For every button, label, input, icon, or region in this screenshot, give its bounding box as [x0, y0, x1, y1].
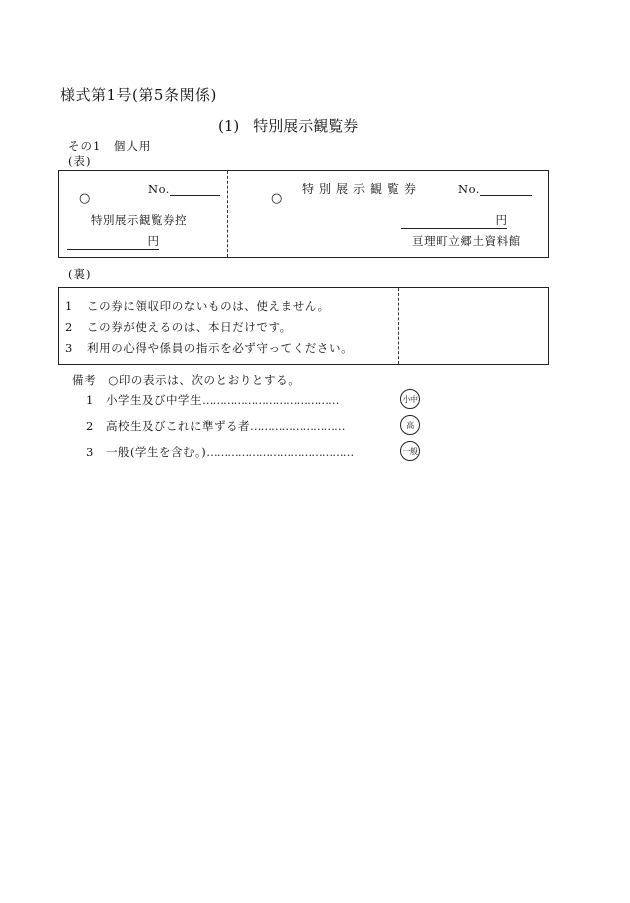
ticket-back	[58, 287, 549, 365]
back-rule-2	[65, 319, 292, 335]
dot-leader: ……………………………………	[206, 445, 354, 459]
remarks-heading: 備考	[72, 373, 97, 387]
ticket-yen-label: 円	[495, 213, 507, 227]
dot-leader: …………………………………	[202, 393, 339, 407]
ticket-title-text: 特別展示観覧券	[253, 117, 359, 135]
stub-yen-label: 円	[147, 234, 159, 248]
back-rule-text: この券が使えるのは、本日だけです。	[87, 320, 292, 334]
issuer-name: 亘理町立郷土資料館	[412, 234, 521, 248]
remarks-item-1	[86, 392, 339, 408]
ticket-number-label: No.	[458, 182, 480, 196]
remarks-item-label: 一般(学生を含む。)	[106, 445, 207, 459]
ticket-amount-blank	[401, 212, 507, 229]
ticket-circle-mark: ○	[271, 191, 283, 206]
stub-amount-field	[67, 233, 159, 250]
subsection-label: その1 個人用	[68, 139, 152, 153]
ticket-title-number: (1)	[218, 117, 240, 135]
ticket-number-field	[458, 182, 532, 196]
back-rule-number: 3	[65, 341, 73, 355]
stamp-elementary-junior-high: 小中	[400, 389, 420, 409]
ticket-front	[58, 170, 549, 258]
ticket-title	[218, 115, 358, 136]
stub-number-blank	[170, 183, 220, 196]
ticket-main-title: 特別展示観覧券	[302, 182, 422, 196]
form-title: 様式第1号(第5条関係)	[60, 86, 217, 104]
back-rule-number: 2	[65, 320, 73, 334]
back-perforation-line	[398, 288, 399, 364]
perforation-line	[227, 171, 228, 257]
front-side-label: (表)	[68, 154, 92, 168]
back-rule-text: この券に領収印のないものは、使えません。	[87, 299, 330, 313]
remarks-item-number: 3	[86, 445, 94, 459]
dot-leader: ………………………	[250, 419, 345, 433]
back-side-label: (裏)	[68, 267, 92, 281]
stamp-general: 一般	[400, 441, 420, 461]
back-rule-3	[65, 340, 353, 356]
remarks-text: ○印の表示は、次のとおりとする。	[108, 373, 301, 387]
remarks-item-label: 高校生及びこれに準ずる者	[106, 419, 250, 433]
ticket-number-blank	[480, 183, 532, 196]
remarks-item-number: 2	[86, 419, 94, 433]
stub-number-label: No.	[148, 182, 170, 196]
stub-amount-blank	[67, 233, 159, 250]
ticket-amount-field	[401, 212, 507, 229]
stub-circle-mark: ○	[79, 191, 91, 206]
back-rule-1	[65, 298, 330, 314]
stub-number-field	[148, 182, 220, 196]
remarks	[72, 372, 300, 388]
stub-title: 特別展示観覧券控	[91, 213, 187, 227]
remarks-item-3	[86, 444, 353, 460]
back-rule-number: 1	[65, 299, 73, 313]
remarks-item-label: 小学生及び中学生	[106, 393, 202, 407]
remarks-item-number: 1	[86, 393, 94, 407]
stamp-high-school: 高	[400, 415, 420, 435]
remarks-item-2	[86, 418, 345, 434]
back-rule-text: 利用の心得や係員の指示を必ず守ってください。	[87, 341, 354, 355]
